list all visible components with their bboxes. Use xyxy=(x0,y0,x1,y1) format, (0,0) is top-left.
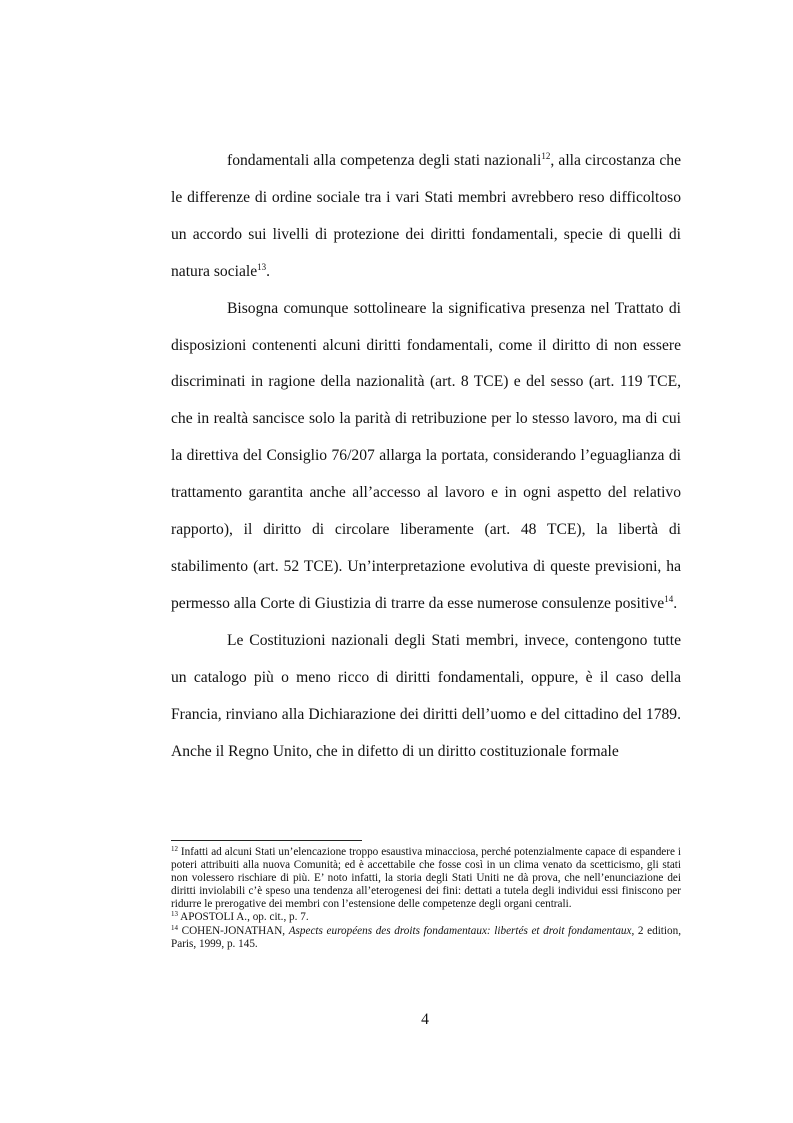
footnote-14-title: Aspects européens des droits fondamentaux: libertés et droit fondamentaux xyxy=(288,924,632,937)
paragraph-1 xyxy=(171,143,681,291)
paragraph-2-text-1: Bisogna comunque sottolineare la significativa presenza nel Trattato di disposizioni contenenti alcuni diritti fondamentali, come il diritto di non essere discriminati in ragione della nazionalità (art. 8 TCE) e del sesso (art. 119 TCE, che in realtà sancisce solo la parità di retribuzione per lo stesso lavoro, ma di cui la direttiva del Consiglio 76/207 allarga la portata, considerando l’eguaglianza di trattamento garantita anche all’accesso al lavoro e in ogni aspetto del relativo rapporto), il diritto di circolare liberamente (art. 48 TCE), la libertà di stabilimento (art. 52 TCE). Un’interpretazione evolutiva di queste previsioni, ha permesso alla Corte di Giustizia di trarre da esse numerose consulenze positive xyxy=(171,299,681,612)
paragraph-1-text-1: fondamentali alla competenza degli stati nazionali xyxy=(227,152,542,169)
footnotes xyxy=(171,846,681,951)
footnote-ref-13: 13 xyxy=(257,261,267,272)
paragraph-2 xyxy=(171,291,681,623)
paragraph-1-text-2: , alla circostanza che le differenze di ordine sociale tra i vari Stati membri avrebbero reso difficoltoso un accordo sui livelli di protezione dei diritti fondamentali, specie di quelli di natura sociale xyxy=(171,152,681,280)
footnote-13 xyxy=(171,911,681,924)
footnote-14-author: COHEN-JONATHAN, xyxy=(178,924,289,937)
footnote-12-text: Infatti ad alcuni Stati un’elencazione troppo esaustiva minacciosa, perché potenzialmente capace di espandere i poteri attribuiti alla nuova Comunità; ed è accettabile che fosse così in un clima venato da scetticismo, gli stati non volessero rischiare di più. E’ noto infatti, la storia degli Stati Uniti ne dà prova, che nell’enunciazione dei diritti inviolabili c’è speso una tendenza all’eterogenesi dei fini: dettati a tutela degli individui essi finiscono per ridurre le prerogative dei membri con l’estensione delle competenze degli organi centrali. xyxy=(171,846,681,911)
footnote-number-14: 14 xyxy=(171,923,178,932)
footnote-12 xyxy=(171,846,681,911)
footnote-ref-14: 14 xyxy=(664,593,674,604)
paragraph-3-text-1: Le Costituzioni nazionali degli Stati membri, invece, contengono tutte un catalogo più o meno ricco di diritti fondamentali, oppure, è il caso della Francia, rinviano alla Dichiarazione dei diritti dell’uomo e del cittadino del 1789. Anche il Regno Unito, che in difetto di un diritto costituzionale formale xyxy=(171,631,681,760)
body-text xyxy=(171,143,681,770)
paragraph-2-text-2: . xyxy=(673,594,678,612)
paragraph-3 xyxy=(171,623,681,771)
footnote-number-13: 13 xyxy=(171,910,178,919)
footnote-13-text: APOSTOLI A., op. cit., p. 7. xyxy=(178,911,309,924)
page-number: 4 xyxy=(421,1011,429,1028)
footnote-number-12: 12 xyxy=(171,845,178,853)
footnote-14 xyxy=(171,925,681,951)
footnote-separator xyxy=(171,840,362,841)
footnote-ref-12: 12 xyxy=(541,151,551,161)
footnote-14-edition: , 2 edition, Paris, 1999, p. 145. xyxy=(171,924,681,950)
paragraph-1-text-3: . xyxy=(266,262,271,280)
